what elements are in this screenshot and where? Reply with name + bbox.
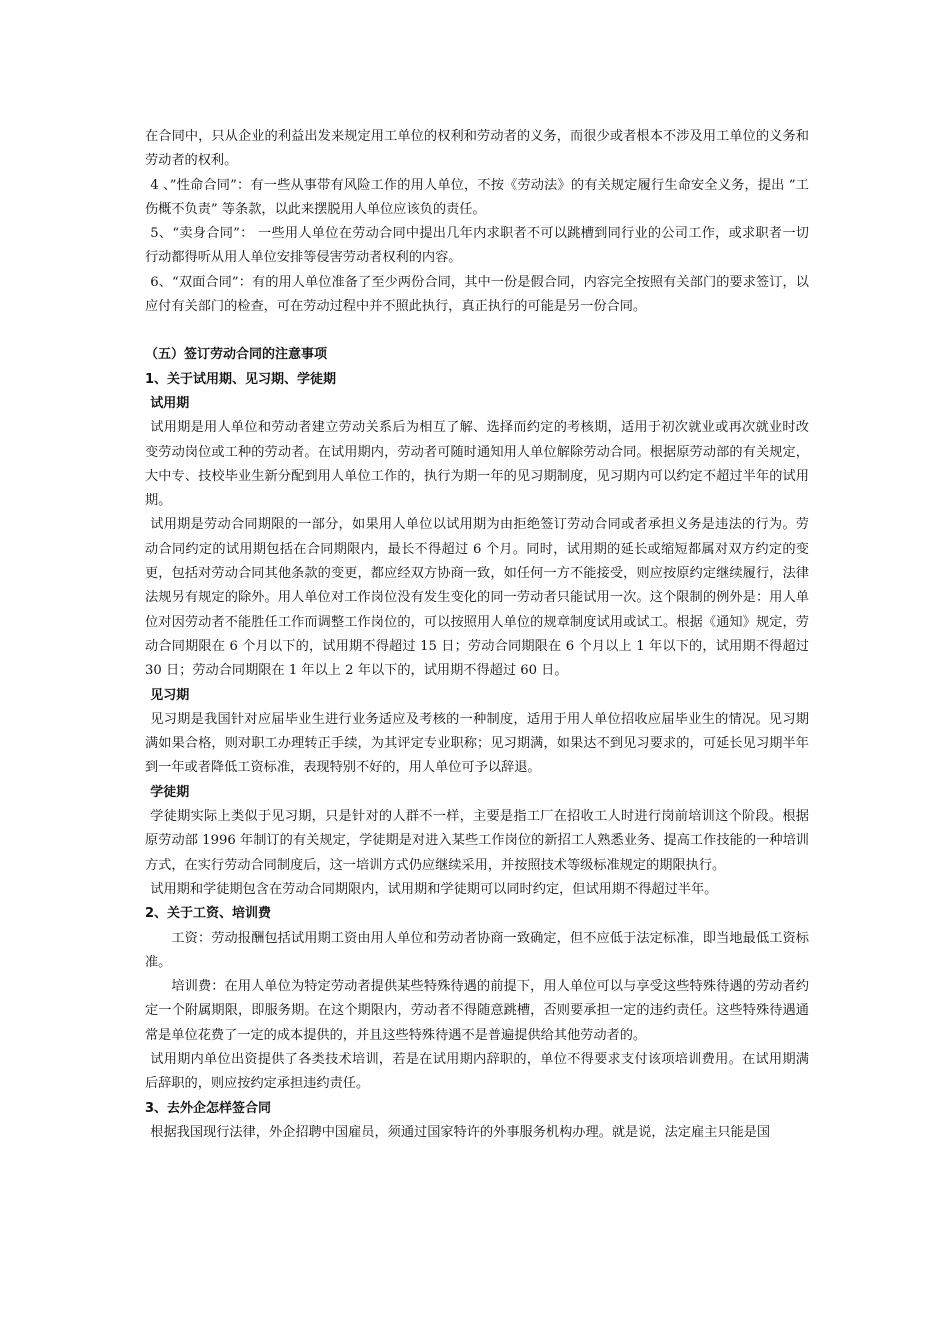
subsection-heading: 2、关于工资、培训费 xyxy=(145,906,272,922)
paragraph: 6、“双面合同”：有的用人单位准备了至少两份合同，其中一份是假合同，内容完全按照有关部门的要求签订，以应付有关部门的检查，可在劳动过程中并不照此执行，真正执行的可能是另一份合同。 xyxy=(145,274,809,315)
paragraph: 在合同中，只从企业的利益出发来规定用工单位的权利和劳动者的义务，而很少或者根本不涉及用工单位的义务和劳动者的权利。 xyxy=(145,129,809,169)
document-body xyxy=(145,125,809,1145)
paragraph: 根据我国现行法律，外企招聘中国雇员，须通过国家特许的外事服务机构办理。就是说，法定雇主只能是国 xyxy=(150,1124,771,1140)
paragraph: 见习期是我国针对应届毕业生进行业务适应及考核的一种制度，适用于用人单位招收应届毕业生的情况。见习期满如果合格，则对职工办理转正手续，为其评定专业职称；见习期满，如果达不到见习要求的，可延长见习期半年到一年或者降低工资标准，表现特别不好的，用人单位可予以辞退。 xyxy=(145,711,809,776)
paragraph: 5、“卖身合同”： 一些用人单位在劳动合同中提出几年内求职者不可以跳槽到同行业的公司工作，或求职者一切行动都得听从用人单位安排等侵害劳动者权利的内容。 xyxy=(145,226,809,266)
paragraph: 试用期是用人单位和劳动者建立劳动关系后为相互了解、选择而约定的考核期，适用于初次就业或再次就业时改变劳动岗位或工种的劳动者。在试用期内，劳动者可随时通知用人单位解除劳动合同。根据原劳动部的有关规定，大中专、技校毕业生新分配到用人单位工作的，执行为期一年的见习期制度，见习期内可以约定不超过半年的试用期。 xyxy=(145,420,809,509)
paragraph: 培训费：在用人单位为特定劳动者提供某些特殊待遇的前提下，用人单位可以与享受这些特殊待遇的劳动者约定一个附属期限，即服务期。在这个期限内，劳动者不得随意跳槽，否则要承担一定的违约责任。这些特殊待遇通常是单位花费了一定的成本提供的，并且这些特殊待遇不是普遍提供给其他劳动者的。 xyxy=(145,979,809,1043)
paragraph: 学徒期实际上类似于见习期，只是针对的人群不一样，主要是指工厂在招收工人时进行岗前培训这个阶段。根据原劳动部 1996 年制订的有关规定，学徒期是对进入某些工作岗位的新招工人熟悉业务、提高工作技能的一种培训方式，在实行劳动合同制度后，这一培训方式仍应继续采用，并按照技术等级标准规定的期限执行。 xyxy=(145,809,809,873)
paragraph: 工资：劳动报酬包括试用期工资由用人单位和劳动者协商一致确定，但不应低于法定标准，即当地最低工资标准。 xyxy=(145,930,809,970)
paragraph: 试用期是劳动合同期限的一部分，如果用人单位以试用期为由拒绝签订劳动合同或者承担义务是违法的行为。劳动合同约定的试用期包括在合同期限内，最长不得超过 6 个月。同时，试用期的延长或缩短都属对双方约定的变更，包括对劳动合同其他条款的变更，都应经双方协商一致，如任何一方不能接受，则应按原约定继续履行，法律法规另有规定的除外。用人单位对工作岗位没有发生变化的同一劳动者只能试用一次。这个限制的例外是：用人单位对因劳动者不能胜任工作而调整工作岗位的，可以按照用人单位的规章制度试用或试工。根据《通知》规定，劳动合同期限在 6 个月以下的，试用期不得超过 15 日；劳动合同期限在 6 个月以上 1 年以下的，试用期不得超过 30 日；劳动合同期限在 1 年以上 2 年以下的，试用期不得超过 60 日。 xyxy=(145,517,809,679)
topic-heading: 试用期 xyxy=(150,395,190,411)
paragraph: 4 、”性命合同”：有一些从事带有风险工作的用人单位，不按《劳动法》的有关规定履行生命安全义务，提出 ”工伤概不负责” 等条款，以此来摆脱用人单位应该负的责任。 xyxy=(145,177,809,217)
subsection-heading: 1、关于试用期、见习期、学徒期 xyxy=(145,371,337,387)
paragraph: 试用期内单位出资提供了各类技术培训，若是在试用期内辞职的，单位不得要求支付该项培训费用。在试用期满后辞职的，则应按约定承担违约责任。 xyxy=(145,1051,809,1092)
topic-heading: 见习期 xyxy=(150,687,190,703)
blank-line xyxy=(145,319,809,343)
paragraph: 试用期和学徒期包含在劳动合同期限内，试用期和学徒期可以同时约定，但试用期不得超过半年。 xyxy=(150,881,718,897)
section-heading: （五）签订劳动合同的注意事项 xyxy=(145,347,328,363)
topic-heading: 学徒期 xyxy=(150,784,190,800)
subsection-heading: 3、去外企怎样签合同 xyxy=(145,1100,272,1116)
